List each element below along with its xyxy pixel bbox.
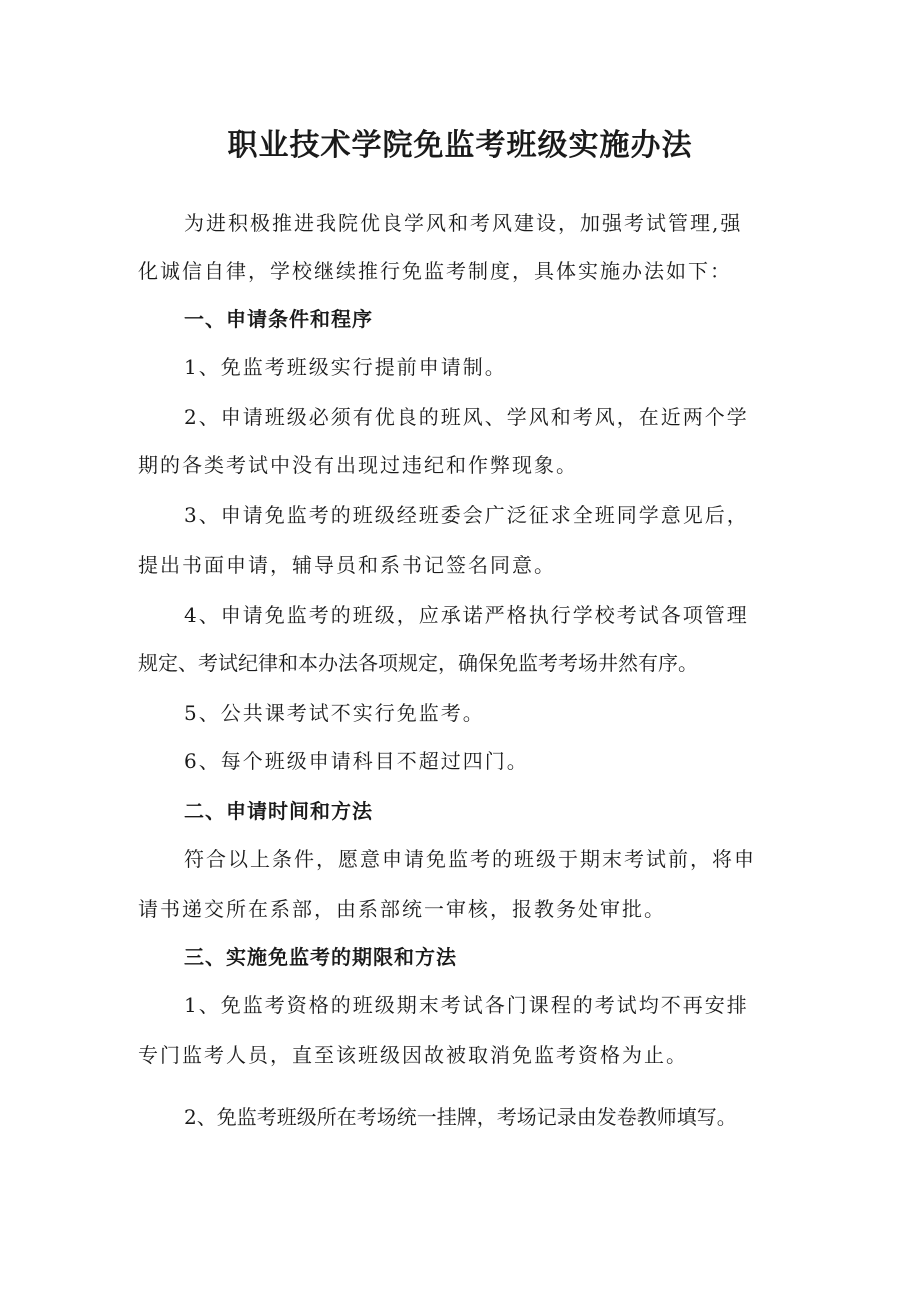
paragraph-line: 3、申请免监考的班级经班委会广泛征求全班同学意见后， — [184, 503, 749, 527]
paragraph-line: 1、免监考班级实行提前申请制。 — [184, 355, 507, 379]
paragraph-line: 2、免监考班级所在考场统一挂牌，考场记录由发卷教师填写。 — [184, 1105, 737, 1129]
paragraph-line: 规定、考试纪律和本办法各项规定，确保免监考考场井然有序。 — [138, 651, 698, 675]
section-heading-1: 一、申请条件和程序 — [184, 307, 373, 331]
paragraph-line: 2、申请班级必须有优良的班风、学风和考风，在近两个学 — [184, 405, 749, 429]
paragraph-line: 6、每个班级申请科目不超过四门。 — [184, 749, 529, 773]
paragraph-line: 化诚信自律，学校继续推行免监考制度，具体实施办法如下： — [138, 259, 732, 283]
document-title: 职业技术学院免监考班级实施办法 — [227, 128, 693, 163]
paragraph-line: 请书递交所在系部，由系部统一审核，报教务处审批。 — [138, 897, 666, 921]
paragraph-line: 1、免监考资格的班级期末考试各门课程的考试均不再安排 — [184, 993, 749, 1017]
section-heading-3: 三、实施免监考的期限和方法 — [184, 945, 457, 969]
paragraph-line: 符合以上条件，愿意申请免监考的班级于期末考试前，将申 — [184, 847, 756, 871]
paragraph-line: 为进积极推进我院优良学风和考风建设，加强考试管理,强 — [184, 211, 743, 235]
paragraph-line: 4、申请免监考的班级，应承诺严格执行学校考试各项管理 — [184, 603, 749, 627]
section-heading-2: 二、申请时间和方法 — [184, 799, 373, 823]
paragraph-line: 期的各类考试中没有出现过违纪和作弊现象。 — [138, 453, 578, 477]
paragraph-line: 5、公共课考试不实行免监考。 — [184, 701, 485, 725]
paragraph-line: 专门监考人员，直至该班级因故被取消免监考资格为止。 — [138, 1043, 688, 1067]
paragraph-line: 提出书面申请，辅导员和系书记签名同意。 — [138, 553, 556, 577]
